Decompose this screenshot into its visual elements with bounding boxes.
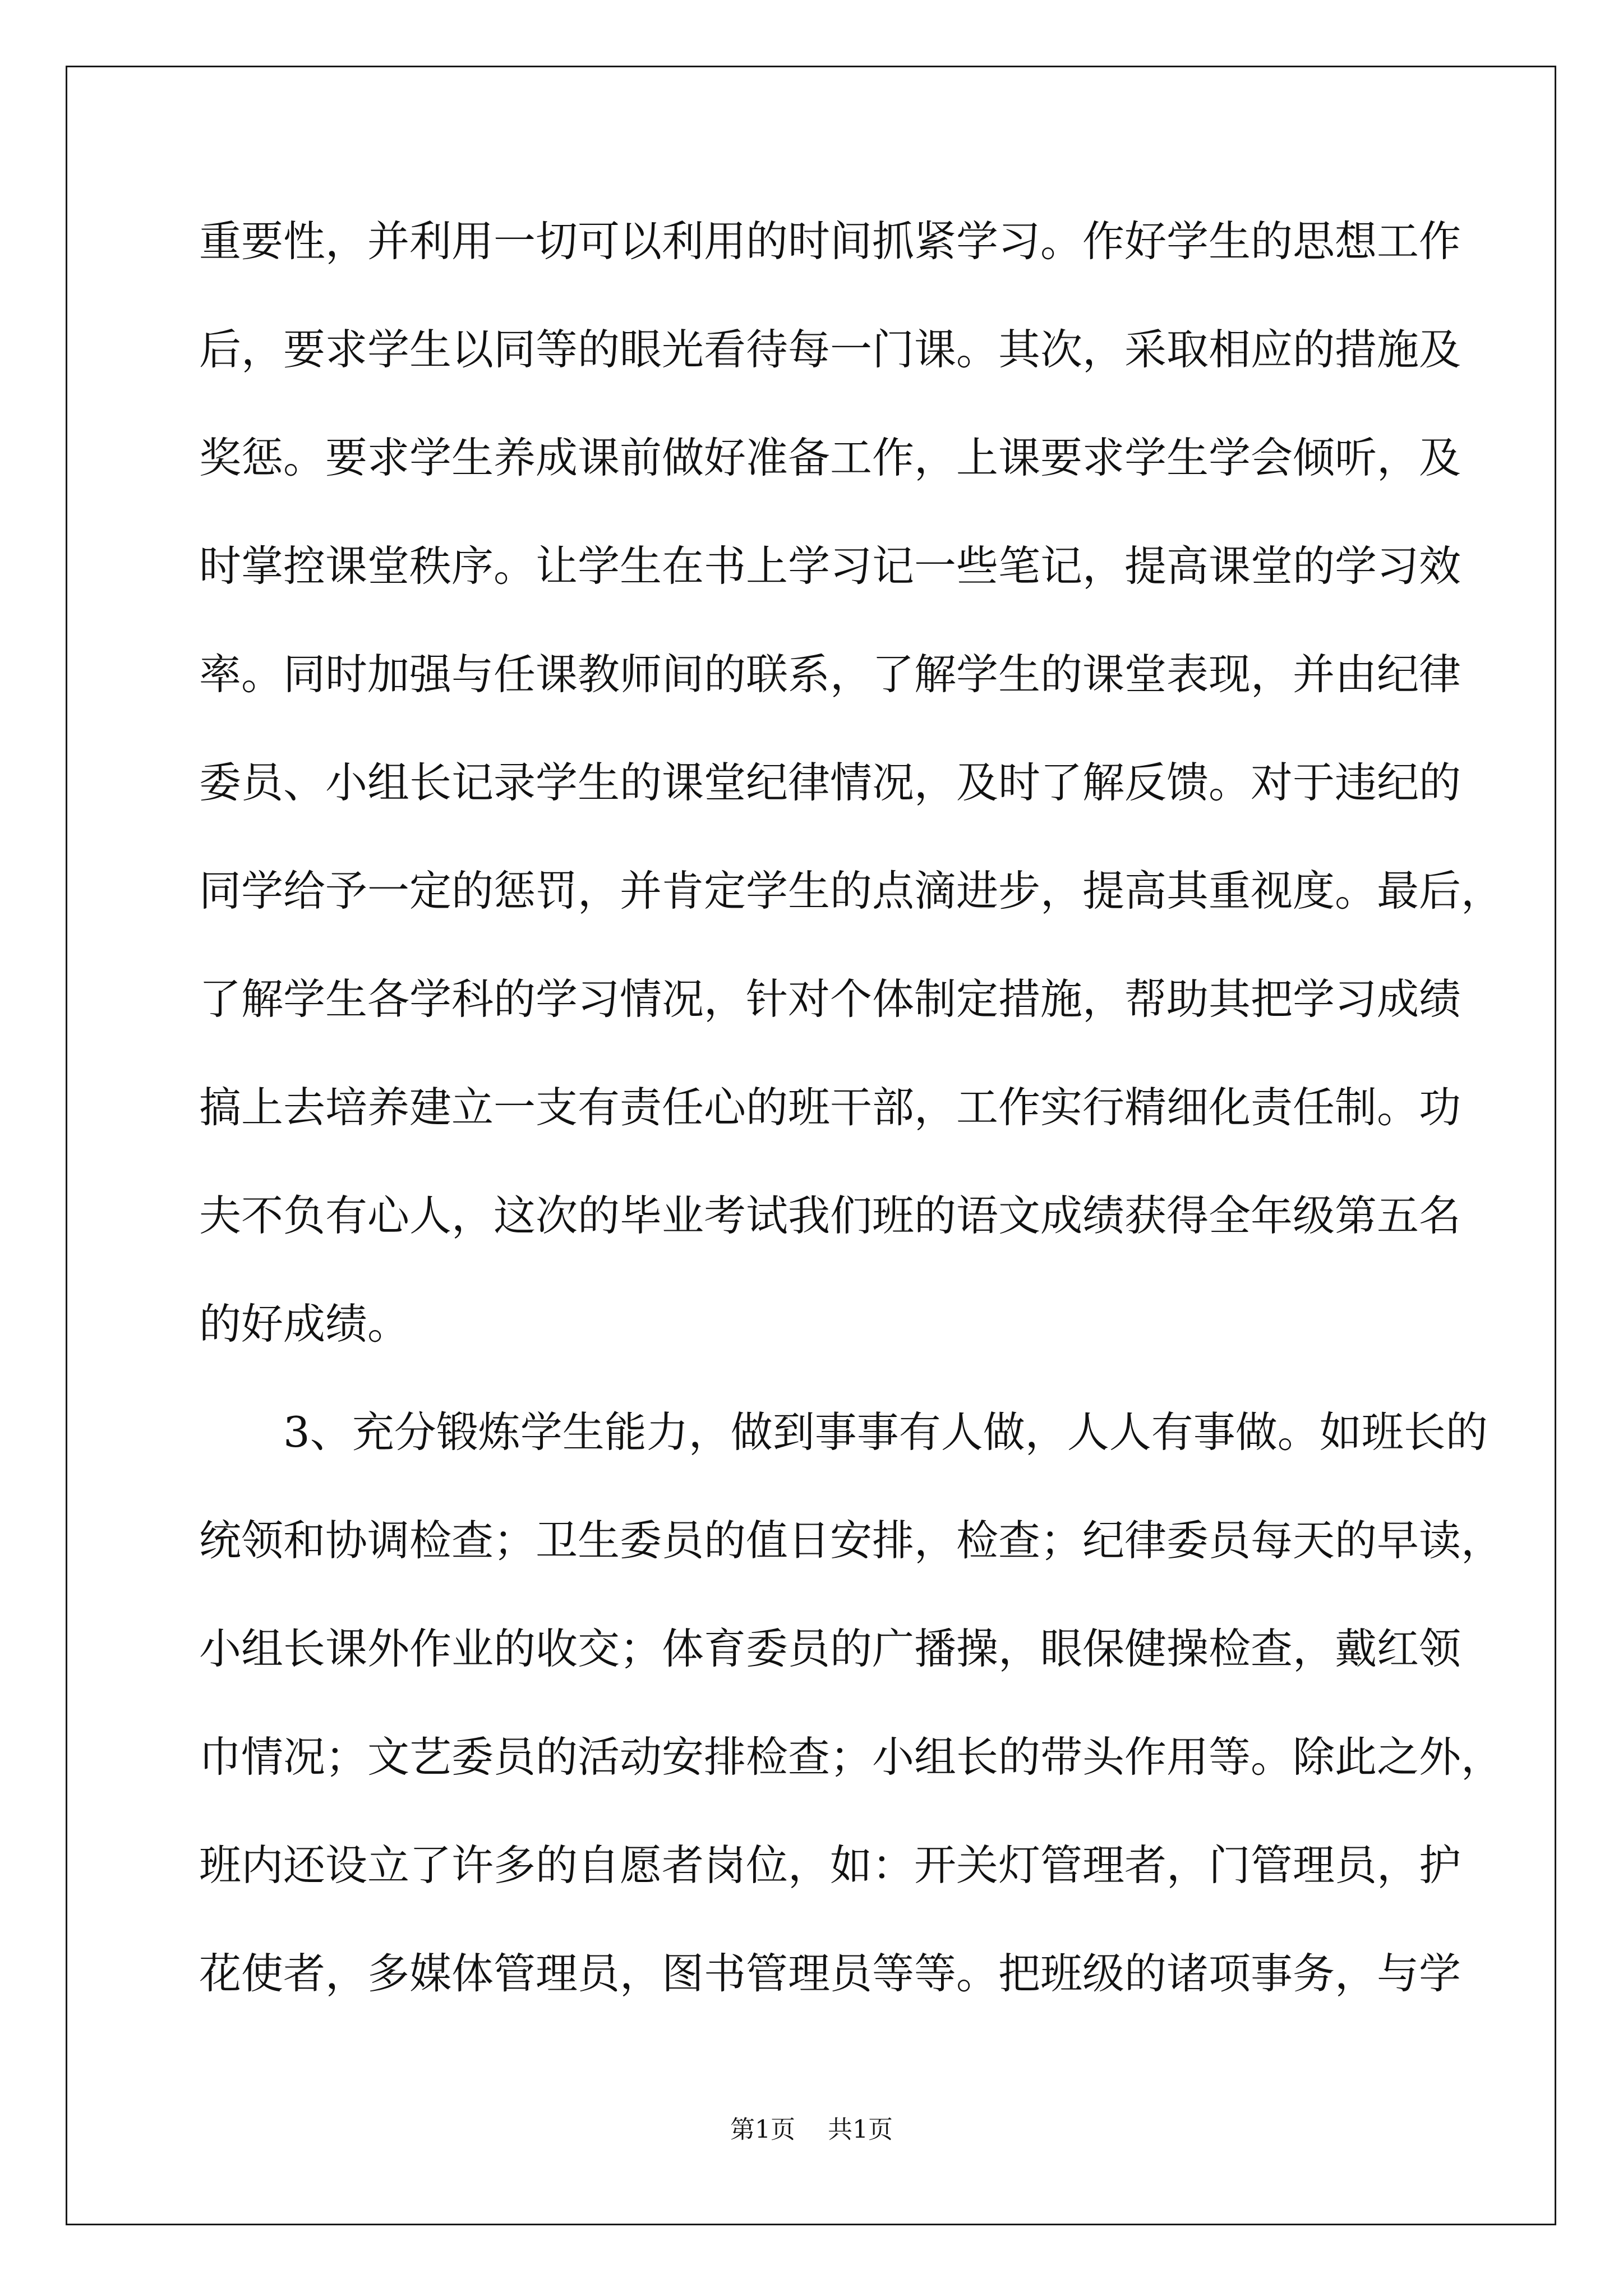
text-line: 统领和协调检查；卫生委员的值日安排，检查；纪律委员每天的早读，: [199, 1516, 1504, 1565]
text-line: 了解学生各学科的学习情况，针对个体制定措施，帮助其把学习成绩: [199, 974, 1461, 1024]
page-footer: [0, 2109, 1623, 2145]
text-line: 班内还设立了许多的自愿者岗位，如：开关灯管理者，门管理员，护: [199, 1841, 1461, 1890]
page-total: 共1页: [828, 2115, 893, 2144]
text-line: 重要性，并利用一切可以利用的时间抓紧学习。作好学生的思想工作: [199, 217, 1461, 266]
paragraph-start-line: 3、充分锻炼学生能力，做到事事有人做，人人有事做。如班长的: [283, 1407, 1488, 1457]
text-line: 花使者，多媒体管理员，图书管理员等等。把班级的诸项事务，与学: [199, 1949, 1461, 1998]
text-line: 同学给予一定的惩罚，并肯定学生的点滴进步，提高其重视度。最后，: [199, 866, 1504, 915]
text-line: 奖惩。要求学生养成课前做好准备工作，上课要求学生学会倾听，及: [199, 433, 1461, 482]
text-line: 小组长课外作业的收交；体育委员的广播操，眼保健操检查，戴红领: [199, 1624, 1461, 1673]
page-number: 第1页: [730, 2115, 795, 2144]
text-line: 夫不负有心人，这次的毕业考试我们班的语文成绩获得全年级第五名: [199, 1191, 1461, 1240]
paragraph-end-line: 的好成绩。: [199, 1299, 410, 1349]
text-line: 委员、小组长记录学生的课堂纪律情况，及时了解反馈。对于违纪的: [199, 758, 1461, 807]
text-line: 搞上去培养建立一支有责任心的班干部，工作实行精细化责任制。功: [199, 1083, 1461, 1132]
text-line: 率。同时加强与任课教师间的联系，了解学生的课堂表现，并由纪律: [199, 650, 1461, 699]
text-line: 巾情况；文艺委员的活动安排检查；小组长的带头作用等。除此之外，: [199, 1732, 1504, 1782]
text-line: 后，要求学生以同等的眼光看待每一门课。其次，采取相应的措施及: [199, 325, 1461, 374]
document-body: [199, 213, 1504, 2054]
text-line: 时掌控课堂秩序。让学生在书上学习记一些笔记，提高课堂的学习效: [199, 541, 1461, 591]
